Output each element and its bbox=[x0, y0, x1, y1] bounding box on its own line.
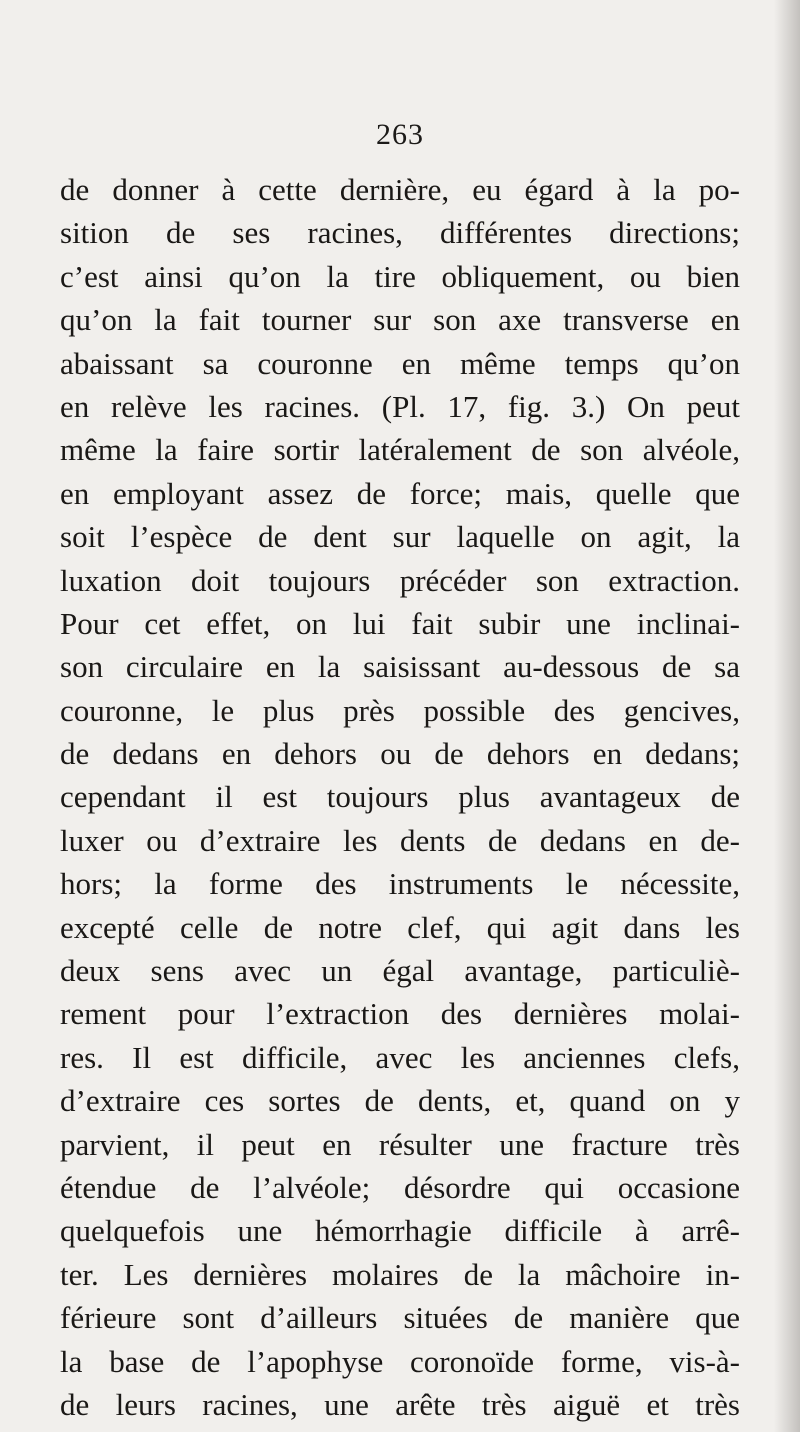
text-line: deux sens avec un égal avantage, particuliè- bbox=[60, 953, 740, 989]
text-line: en employant assez de force; mais, quelle que bbox=[60, 475, 740, 511]
text-line: de donner à cette dernière, eu égard à la po- bbox=[60, 172, 740, 207]
text-line: soit l’espèce de dent sur laquelle on agit, la bbox=[60, 519, 740, 555]
text-line: ter. Les dernières molaires de la mâchoire in- bbox=[60, 1256, 740, 1292]
text-line: qu’on la fait tourner sur son axe transverse en bbox=[60, 302, 740, 338]
text-line: abaissant sa couronne en même temps qu’on bbox=[60, 345, 740, 381]
text-line: res. Il est difficile, avec les anciennes clefs, bbox=[60, 1039, 740, 1075]
text-line: parvient, il peut en résulter une fracture très bbox=[60, 1126, 740, 1162]
text-line: même la faire sortir latéralement de son alvéole, bbox=[60, 432, 740, 468]
text-line: c’est ainsi qu’on la tire obliquement, ou bien bbox=[60, 258, 740, 294]
page-number: 263 bbox=[376, 118, 424, 151]
text-line: Pour cet effet, on lui fait subir une inclinai- bbox=[60, 605, 740, 641]
text-line: en relève les racines. (Pl. 17, fig. 3.) On peut bbox=[60, 388, 740, 424]
text-line: sition de ses racines, différentes directions; bbox=[60, 215, 740, 251]
text-line: son circulaire en la saisissant au-dessous de sa bbox=[60, 649, 740, 685]
text-line: excepté celle de notre clef, qui agit dans les bbox=[60, 909, 740, 945]
text-line: étendue de l’alvéole; désordre qui occasione bbox=[60, 1169, 740, 1205]
text-line: férieure sont d’ailleurs situées de manière que bbox=[60, 1300, 740, 1336]
body-text bbox=[60, 168, 740, 1426]
text-line: d’extraire ces sortes de dents, et, quand on y bbox=[60, 1083, 740, 1119]
text-line: luxation doit toujours précéder son extraction. bbox=[60, 562, 740, 598]
text-line: cependant il est toujours plus avantageux de bbox=[60, 779, 740, 815]
text-line: de leurs racines, une arête très aiguë et très bbox=[60, 1386, 740, 1422]
text-line: rement pour l’extraction des dernières molai- bbox=[60, 996, 740, 1032]
text-line: de dedans en dehors ou de dehors en dedans; bbox=[60, 736, 740, 772]
text-line: quelquefois une hémorrhagie difficile à arrê- bbox=[60, 1213, 740, 1249]
page-edge-shadow bbox=[774, 0, 800, 1432]
text-line: couronne, le plus près possible des gencives, bbox=[60, 692, 740, 728]
text-line: hors; la forme des instruments le nécessite, bbox=[60, 866, 740, 902]
text-line: la base de l’apophyse coronoïde forme, vis-à- bbox=[60, 1343, 740, 1379]
text-line: luxer ou d’extraire les dents de dedans en de- bbox=[60, 822, 740, 858]
